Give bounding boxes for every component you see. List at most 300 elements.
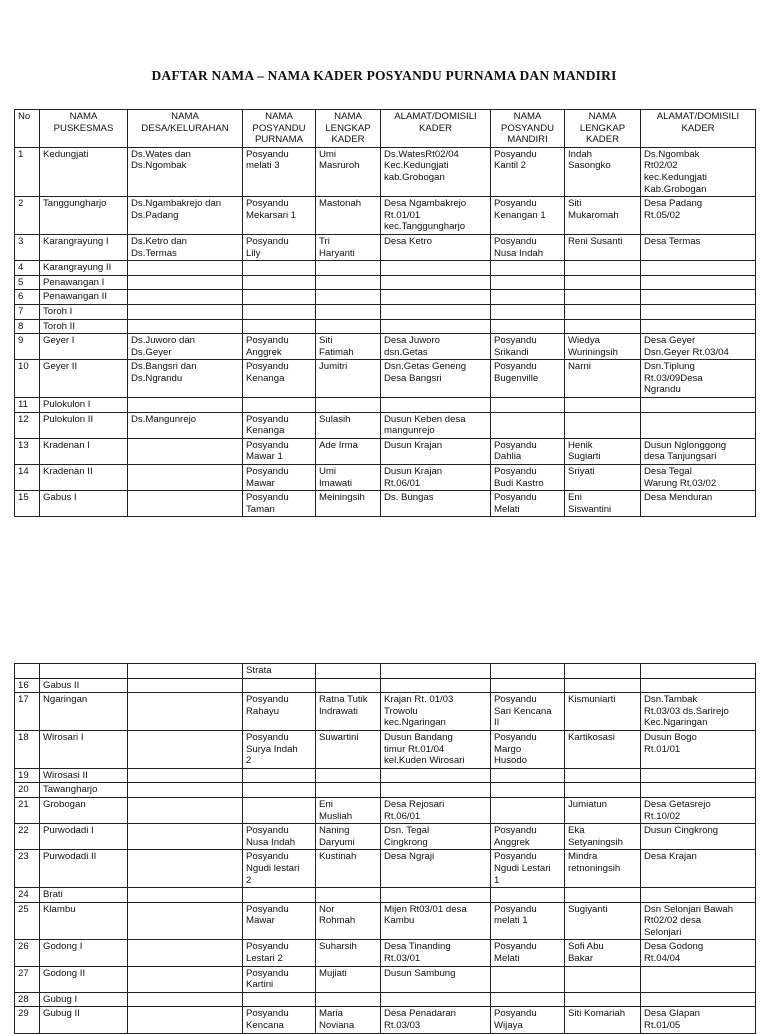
table-cell: [565, 290, 641, 305]
table-cell: [128, 850, 243, 888]
table-cell: [565, 768, 641, 783]
table-cell: Posyandu Budi Kastro: [491, 465, 565, 491]
table-cell: Gubug I: [40, 992, 128, 1007]
table-cell: Ds. Bungas: [381, 491, 491, 517]
table-cell: [491, 888, 565, 903]
table-cell: 4: [15, 261, 40, 276]
table-cell: 9: [15, 334, 40, 360]
table-cell: [381, 319, 491, 334]
table-cell: 6: [15, 290, 40, 305]
table-cell: Posyandu Kartini: [243, 966, 316, 992]
table-cell: [243, 398, 316, 413]
table-cell: 11: [15, 398, 40, 413]
table-cell: Kustinah: [316, 850, 381, 888]
table-cell: Brati: [40, 888, 128, 903]
table-cell: [316, 768, 381, 783]
table-cell: [128, 966, 243, 992]
table-cell: Dsn.Getas Geneng Desa Bangsri: [381, 360, 491, 398]
table-cell: Posyandu Margo Husodo: [491, 730, 565, 768]
table-row: [15, 438, 756, 464]
table-cell: Posyandu Sari Kencana II: [491, 693, 565, 731]
column-header: ALAMAT/DOMISILI KADER: [641, 110, 756, 148]
table-cell: [641, 275, 756, 290]
column-header: NAMA DESA/KELURAHAN: [128, 110, 243, 148]
table-cell: [491, 664, 565, 679]
table-cell: Purwodadi II: [40, 850, 128, 888]
table-cell: 27: [15, 966, 40, 992]
table-cell: [565, 304, 641, 319]
table-cell: 5: [15, 275, 40, 290]
table-cell: Posyandu Kenanga: [243, 360, 316, 398]
table-cell: [128, 693, 243, 731]
table-cell: Posyandu Kenanga: [243, 412, 316, 438]
table-cell: Posyandu Ngudi Lestari 1: [491, 850, 565, 888]
table-cell: Maria Noviana: [316, 1007, 381, 1033]
table-cell: Meiningsih: [316, 491, 381, 517]
column-header: NAMA PUSKESMAS: [40, 110, 128, 148]
table-row: [15, 319, 756, 334]
table-cell: [316, 992, 381, 1007]
table-cell: [243, 783, 316, 798]
table-cell: Desa Juworo dsn.Getas: [381, 334, 491, 360]
table-cell: Indah Sasongko: [565, 147, 641, 196]
table-cell: [641, 678, 756, 693]
table-cell: Strata: [243, 664, 316, 679]
table-cell: 13: [15, 438, 40, 464]
table-cell: Penawangan II: [40, 290, 128, 305]
table-cell: Posyandu Wijaya: [491, 1007, 565, 1033]
table-row: [15, 465, 756, 491]
table-cell: 20: [15, 783, 40, 798]
table-cell: Sofi Abu Bakar: [565, 940, 641, 966]
table-cell: Desa Geyer Dsn.Geyer Rt.03/04: [641, 334, 756, 360]
table-cell: Pulokulon II: [40, 412, 128, 438]
table-cell: [243, 275, 316, 290]
table-cell: 14: [15, 465, 40, 491]
table-cell: [381, 783, 491, 798]
table-cell: [128, 940, 243, 966]
table-cell: [316, 319, 381, 334]
table-cell: [243, 319, 316, 334]
table-cell: Posyandu Mawar 1: [243, 438, 316, 464]
table-row: [15, 824, 756, 850]
table-cell: Desa Godong Rt.04/04: [641, 940, 756, 966]
table-row: [15, 360, 756, 398]
table-cell: [316, 304, 381, 319]
table-cell: [565, 319, 641, 334]
table-row: [15, 678, 756, 693]
table-cell: [491, 261, 565, 276]
table-cell: Klambu: [40, 902, 128, 940]
table-row: [15, 234, 756, 260]
table-row: [15, 888, 756, 903]
column-header: ALAMAT/DOMISILI KADER: [381, 110, 491, 148]
table-cell: Godong I: [40, 940, 128, 966]
table-cell: [128, 465, 243, 491]
table-cell: [641, 783, 756, 798]
table-cell: Posyandu Mawar: [243, 902, 316, 940]
table-row: [15, 768, 756, 783]
table-cell: [381, 304, 491, 319]
table-cell: [128, 783, 243, 798]
table-cell: Mujiati: [316, 966, 381, 992]
table-cell: Eka Setyaningsih: [565, 824, 641, 850]
table-cell: [641, 992, 756, 1007]
table-cell: 21: [15, 797, 40, 823]
table-row: [15, 334, 756, 360]
table-cell: Desa Tinanding Rt.03/01: [381, 940, 491, 966]
table-cell: 26: [15, 940, 40, 966]
table-row: [15, 491, 756, 517]
table-cell: Dusun Sambung: [381, 966, 491, 992]
table-cell: [316, 888, 381, 903]
table-cell: Ds.Ngambakrejo dan Ds.Padang: [128, 197, 243, 235]
table-cell: [641, 966, 756, 992]
table-cell: 28: [15, 992, 40, 1007]
table-row: [15, 850, 756, 888]
table-cell: Suharsih: [316, 940, 381, 966]
table-cell: Desa Ngambakrejo Rt.01/01 kec.Tanggungharjo: [381, 197, 491, 235]
table-cell: Dusun Nglonggong desa Tanjungsari: [641, 438, 756, 464]
table-cell: Krajan Rt. 01/03 Trowolu kec.Ngaringan: [381, 693, 491, 731]
table-cell: 25: [15, 902, 40, 940]
table-cell: [128, 730, 243, 768]
table-cell: Posyandu Mawar: [243, 465, 316, 491]
table-cell: Sulasih: [316, 412, 381, 438]
table-cell: Eni Siswantini: [565, 491, 641, 517]
table-cell: Dusun Bandang timur Rt.01/04 kel.Kuden Wirosari: [381, 730, 491, 768]
table-cell: [128, 992, 243, 1007]
table-cell: Suwartini: [316, 730, 381, 768]
table-cell: [128, 888, 243, 903]
table-cell: [491, 768, 565, 783]
table-cell: Kartikosasi: [565, 730, 641, 768]
table-cell: Jumiatun: [565, 797, 641, 823]
table-row: [15, 797, 756, 823]
table-cell: Dusun Krajan: [381, 438, 491, 464]
table-cell: [565, 888, 641, 903]
table-cell: 23: [15, 850, 40, 888]
table-cell: Posyandu Taman: [243, 491, 316, 517]
table-cell: Posyandu Kencana: [243, 1007, 316, 1033]
table-cell: [641, 412, 756, 438]
table-cell: Posyandu melati 1: [491, 902, 565, 940]
table-cell: Geyer I: [40, 334, 128, 360]
table-cell: Desa Menduran: [641, 491, 756, 517]
table-cell: [381, 275, 491, 290]
kader-table-part-1: [14, 109, 756, 517]
table-cell: [381, 888, 491, 903]
table-row: [15, 902, 756, 940]
table-cell: Dusun Keben desa mangunrejo: [381, 412, 491, 438]
table-cell: Dsn Selonjari Bawah Rt02/02 desa Selonjari: [641, 902, 756, 940]
table-row: [15, 197, 756, 235]
table-cell: Umi Masruroh: [316, 147, 381, 196]
table-cell: [316, 275, 381, 290]
table-cell: Siti Mukaromah: [565, 197, 641, 235]
table-row: [15, 147, 756, 196]
table-cell: [316, 678, 381, 693]
table-cell: 19: [15, 768, 40, 783]
table-cell: [381, 398, 491, 413]
table-cell: Posyandu Melati: [491, 491, 565, 517]
table-cell: [128, 902, 243, 940]
column-header: NAMA POSYANDU PURNAMA: [243, 110, 316, 148]
table-cell: Karangrayung II: [40, 261, 128, 276]
table-cell: [128, 275, 243, 290]
table-cell: Posyandu Srikandi: [491, 334, 565, 360]
table-row: [15, 664, 756, 679]
table-cell: Desa Krajan: [641, 850, 756, 888]
table-cell: Naning Daryumi: [316, 824, 381, 850]
table-cell: [316, 664, 381, 679]
table-cell: Posyandu Lily: [243, 234, 316, 260]
table-cell: Siti Komariah: [565, 1007, 641, 1033]
table-cell: [565, 664, 641, 679]
table-row: [15, 730, 756, 768]
table-cell: Ds.WatesRt02/04 Kec.Kedungjati kab.Grobogan: [381, 147, 491, 196]
table-cell: [641, 888, 756, 903]
table-cell: [491, 275, 565, 290]
table-cell: 29: [15, 1007, 40, 1033]
table-cell: [128, 797, 243, 823]
table-cell: [243, 888, 316, 903]
table-cell: [128, 304, 243, 319]
table-cell: [381, 678, 491, 693]
table-cell: Posyandu Lestari 2: [243, 940, 316, 966]
table-cell: Sriyati: [565, 465, 641, 491]
table-cell: Posyandu melati 3: [243, 147, 316, 196]
table-cell: Wirosasi II: [40, 768, 128, 783]
table-cell: Jumitri: [316, 360, 381, 398]
table-cell: [316, 261, 381, 276]
table-row: [15, 398, 756, 413]
table-cell: 17: [15, 693, 40, 731]
table-cell: Gabus I: [40, 491, 128, 517]
table-cell: [243, 678, 316, 693]
table-cell: [128, 261, 243, 276]
table-cell: 24: [15, 888, 40, 903]
table-cell: [491, 992, 565, 1007]
table-cell: [641, 304, 756, 319]
table-cell: [565, 678, 641, 693]
table-cell: Tawangharjo: [40, 783, 128, 798]
table-cell: [491, 319, 565, 334]
table-cell: Geyer II: [40, 360, 128, 398]
table-cell: [491, 966, 565, 992]
table-cell: [565, 966, 641, 992]
table-cell: [491, 678, 565, 693]
table-cell: [128, 491, 243, 517]
table-cell: Purwodadi I: [40, 824, 128, 850]
table-cell: [40, 664, 128, 679]
table-cell: Posyandu Rahayu: [243, 693, 316, 731]
table-cell: Posyandu Dahlia: [491, 438, 565, 464]
table-cell: 3: [15, 234, 40, 260]
table-cell: Posyandu Ngudi lestari 2: [243, 850, 316, 888]
table-cell: Dsn.Tiplung Rt.03/09Desa Ngrandu: [641, 360, 756, 398]
table-cell: [128, 438, 243, 464]
table-cell: [641, 290, 756, 305]
table-cell: Desa Padang Rt.05/02: [641, 197, 756, 235]
table-cell: Tanggungharjo: [40, 197, 128, 235]
table-cell: Desa Penadaran Rt.03/03: [381, 1007, 491, 1033]
table-cell: [128, 290, 243, 305]
table-cell: Desa Termas: [641, 234, 756, 260]
table-row: [15, 693, 756, 731]
column-header: NAMA LENGKAP KADER: [316, 110, 381, 148]
table-cell: Narni: [565, 360, 641, 398]
table-cell: 16: [15, 678, 40, 693]
table-cell: Ds.Juworo dan Ds.Geyer: [128, 334, 243, 360]
table-cell: Posyandu Nusa Indah: [491, 234, 565, 260]
table-cell: Umi Imawati: [316, 465, 381, 491]
table-cell: Toroh II: [40, 319, 128, 334]
table-cell: Kradenan I: [40, 438, 128, 464]
table-cell: [381, 768, 491, 783]
table-cell: [565, 275, 641, 290]
table-cell: [128, 678, 243, 693]
table-cell: Dusun Krajan Rt.06/01: [381, 465, 491, 491]
table-cell: Gubug II: [40, 1007, 128, 1033]
table-cell: Wirosari I: [40, 730, 128, 768]
table-cell: 2: [15, 197, 40, 235]
table-cell: [381, 992, 491, 1007]
column-header: No: [15, 110, 40, 148]
table-cell: 1: [15, 147, 40, 196]
table-cell: Mindra retnoningsih: [565, 850, 641, 888]
table-cell: Posyandu Kenangan 1: [491, 197, 565, 235]
table-cell: [641, 261, 756, 276]
table-cell: Penawangan I: [40, 275, 128, 290]
table-cell: [565, 261, 641, 276]
table-cell: Dsn. Tegal Cingkrong: [381, 824, 491, 850]
table-cell: [565, 783, 641, 798]
table-cell: Eni Musliah: [316, 797, 381, 823]
column-header: NAMA LENGKAP KADER: [565, 110, 641, 148]
table-cell: [243, 290, 316, 305]
table-cell: 8: [15, 319, 40, 334]
table-cell: [381, 664, 491, 679]
table-cell: [128, 664, 243, 679]
table-header-row: [15, 110, 756, 148]
table-cell: Posyandu Nusa Indah: [243, 824, 316, 850]
table-cell: [381, 290, 491, 305]
table-cell: Desa Tegal Warung Rt.03/02: [641, 465, 756, 491]
table-cell: Grobogan: [40, 797, 128, 823]
table-cell: Desa Glapan Rt.01/05: [641, 1007, 756, 1033]
table-cell: Toroh I: [40, 304, 128, 319]
table-cell: [128, 319, 243, 334]
table-row: [15, 1007, 756, 1033]
table-cell: Posyandu Kantil 2: [491, 147, 565, 196]
table-cell: 22: [15, 824, 40, 850]
table-cell: Tri Haryanti: [316, 234, 381, 260]
table-cell: Posyandu Melati: [491, 940, 565, 966]
table-cell: [243, 261, 316, 276]
table-cell: Dusun Cingkrong: [641, 824, 756, 850]
table-cell: Ngaringan: [40, 693, 128, 731]
table-cell: [316, 398, 381, 413]
table-cell: [128, 824, 243, 850]
table-cell: Godong II: [40, 966, 128, 992]
table-cell: Wiedya Wuriningsih: [565, 334, 641, 360]
table-cell: Mijen Rt03/01 desa Kambu: [381, 902, 491, 940]
table-cell: Posyandu Anggrek: [491, 824, 565, 850]
table-cell: 12: [15, 412, 40, 438]
table-cell: Kedungjati: [40, 147, 128, 196]
table-cell: [641, 319, 756, 334]
table-cell: 10: [15, 360, 40, 398]
table-cell: Henik Sugiarti: [565, 438, 641, 464]
table-cell: Mastonah: [316, 197, 381, 235]
table-cell: Nor Rohmah: [316, 902, 381, 940]
table-cell: Posyandu Surya Indah 2: [243, 730, 316, 768]
table-cell: 7: [15, 304, 40, 319]
table-cell: [128, 398, 243, 413]
table-row: [15, 992, 756, 1007]
table-cell: Posyandu Bugenville: [491, 360, 565, 398]
table-row: [15, 290, 756, 305]
table-cell: [243, 304, 316, 319]
table-cell: [316, 290, 381, 305]
table-cell: Ds.Ketro dan Ds.Termas: [128, 234, 243, 260]
table-cell: Posyandu Anggrek: [243, 334, 316, 360]
table-cell: Ds.Mangunrejo: [128, 412, 243, 438]
table-cell: Kismuniarti: [565, 693, 641, 731]
table-cell: Ds.Wates dan Ds.Ngombak: [128, 147, 243, 196]
table-cell: 15: [15, 491, 40, 517]
table-cell: Ratna Tutik Indrawati: [316, 693, 381, 731]
table-cell: Ade Irma: [316, 438, 381, 464]
table-row: [15, 783, 756, 798]
table-cell: Posyandu Mekarsari 1: [243, 197, 316, 235]
table-row: [15, 304, 756, 319]
table-cell: Desa Getasrejo Rt.10/02: [641, 797, 756, 823]
table-cell: [565, 992, 641, 1007]
table-cell: [243, 992, 316, 1007]
table-cell: [381, 261, 491, 276]
table-cell: Reni Susanti: [565, 234, 641, 260]
table-cell: [128, 1007, 243, 1033]
table-cell: [243, 797, 316, 823]
table-cell: Ds.Ngombak Rt02/02 kec.Kedungjati Kab.Grobogan: [641, 147, 756, 196]
table-cell: Karangrayung I: [40, 234, 128, 260]
table-cell: [491, 797, 565, 823]
table-cell: [15, 664, 40, 679]
table-cell: [641, 398, 756, 413]
table-row: [15, 966, 756, 992]
table-cell: Siti Fatimah: [316, 334, 381, 360]
table-cell: [491, 783, 565, 798]
kader-table-part-2: [14, 663, 756, 1034]
table-cell: Pulokulon I: [40, 398, 128, 413]
table-cell: [491, 290, 565, 305]
table-cell: [491, 304, 565, 319]
table-cell: Desa Ngraji: [381, 850, 491, 888]
table-cell: [491, 398, 565, 413]
table-cell: [243, 768, 316, 783]
table-cell: Gabus II: [40, 678, 128, 693]
table-cell: [316, 783, 381, 798]
table-row: [15, 940, 756, 966]
table-cell: Ds.Bangsri dan Ds.Ngrandu: [128, 360, 243, 398]
table-cell: Desa Ketro: [381, 234, 491, 260]
table-row: [15, 261, 756, 276]
table-cell: Sugiyanti: [565, 902, 641, 940]
table-cell: [128, 768, 243, 783]
table-cell: Desa Rejosari Rt.06/01: [381, 797, 491, 823]
